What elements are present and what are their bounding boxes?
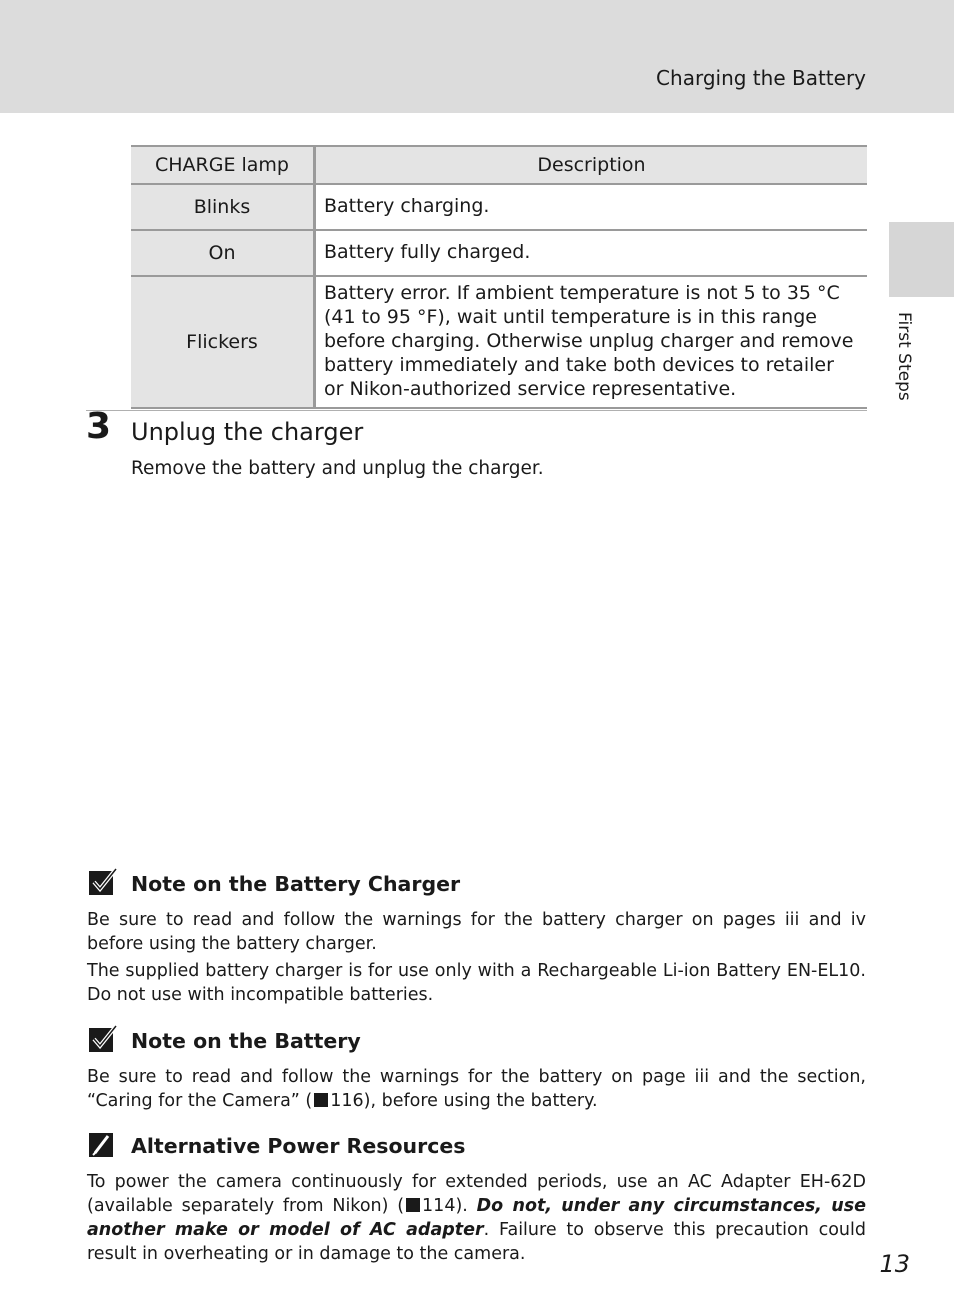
header-band <box>0 0 954 113</box>
lamp-state-cell: On <box>131 230 315 276</box>
note-charger-paragraph-2: The supplied battery charger is for use only with a Rechargeable Li-ion Battery EN-EL10. Do not use with incompatible batteries. <box>87 961 866 1005</box>
step-body: Remove the battery and unplug the charger. <box>131 458 544 479</box>
page-number: 13 <box>879 1250 910 1278</box>
note-charger-paragraph-1: Be sure to read and follow the warnings for the battery charger on pages iii and iv before using the battery charger. <box>87 910 866 954</box>
note-power-text-a: To power the camera continuously for extended periods, use an AC Adapter EH-62D (available separately from Nikon) ( <box>87 1172 866 1216</box>
description-cell: Battery error. If ambient temperature is not 5 to 35 °C (41 to 95 °F), wait until temperature is in this range before charging. Otherwise unplug charger and remove battery immediately and take both devices to retailer or Nikon-authorized service representative. <box>315 276 868 408</box>
caution-check-icon <box>88 1025 118 1053</box>
lamp-state-cell: Flickers <box>131 276 315 408</box>
pencil-note-icon <box>88 1131 118 1159</box>
table-row <box>131 230 867 276</box>
chapter-tab <box>889 222 954 297</box>
page-reference-number: 114 <box>422 1196 456 1216</box>
table-row <box>131 184 867 230</box>
page-reference-icon <box>406 1198 420 1212</box>
description-cell: Battery fully charged. <box>315 230 868 276</box>
lamp-state-cell: Blinks <box>131 184 315 230</box>
note-battery-text-a: Be sure to read and follow the warnings for the battery on page iii and the section, “Caring for the Camera” ( <box>87 1067 866 1111</box>
page-reference-icon <box>314 1093 328 1107</box>
note-title-power: Alternative Power Resources <box>131 1134 466 1158</box>
table-row <box>131 276 867 408</box>
section-divider <box>86 410 867 411</box>
table-header-row <box>131 146 867 184</box>
caution-check-icon <box>88 868 118 896</box>
note-title-charger: Note on the Battery Charger <box>131 872 461 896</box>
section-title: Charging the Battery <box>656 66 866 90</box>
note-power-text-b: ). <box>455 1196 477 1216</box>
description-cell: Battery charging. <box>315 184 868 230</box>
charge-lamp-table <box>131 145 867 409</box>
note-title-battery: Note on the Battery <box>131 1029 361 1053</box>
note-power-warning: Do not, under any circumstances, use another make or model of AC adapter <box>87 1196 866 1240</box>
note-power-paragraph <box>87 1170 866 1266</box>
column-header-description: Description <box>315 146 868 184</box>
note-power-text-c: . Failure to observe this precaution could result in overheating or in damage to the camera. <box>87 1220 866 1264</box>
step-number: 3 <box>86 406 112 447</box>
column-header-charge-lamp: CHARGE lamp <box>131 146 315 184</box>
page-reference-number: 116 <box>330 1091 364 1111</box>
note-battery-text-b: ), before using the battery. <box>363 1091 598 1111</box>
note-battery-paragraph <box>87 1065 866 1113</box>
chapter-tab-label: First Steps <box>894 312 914 401</box>
step-title: Unplug the charger <box>131 418 364 446</box>
